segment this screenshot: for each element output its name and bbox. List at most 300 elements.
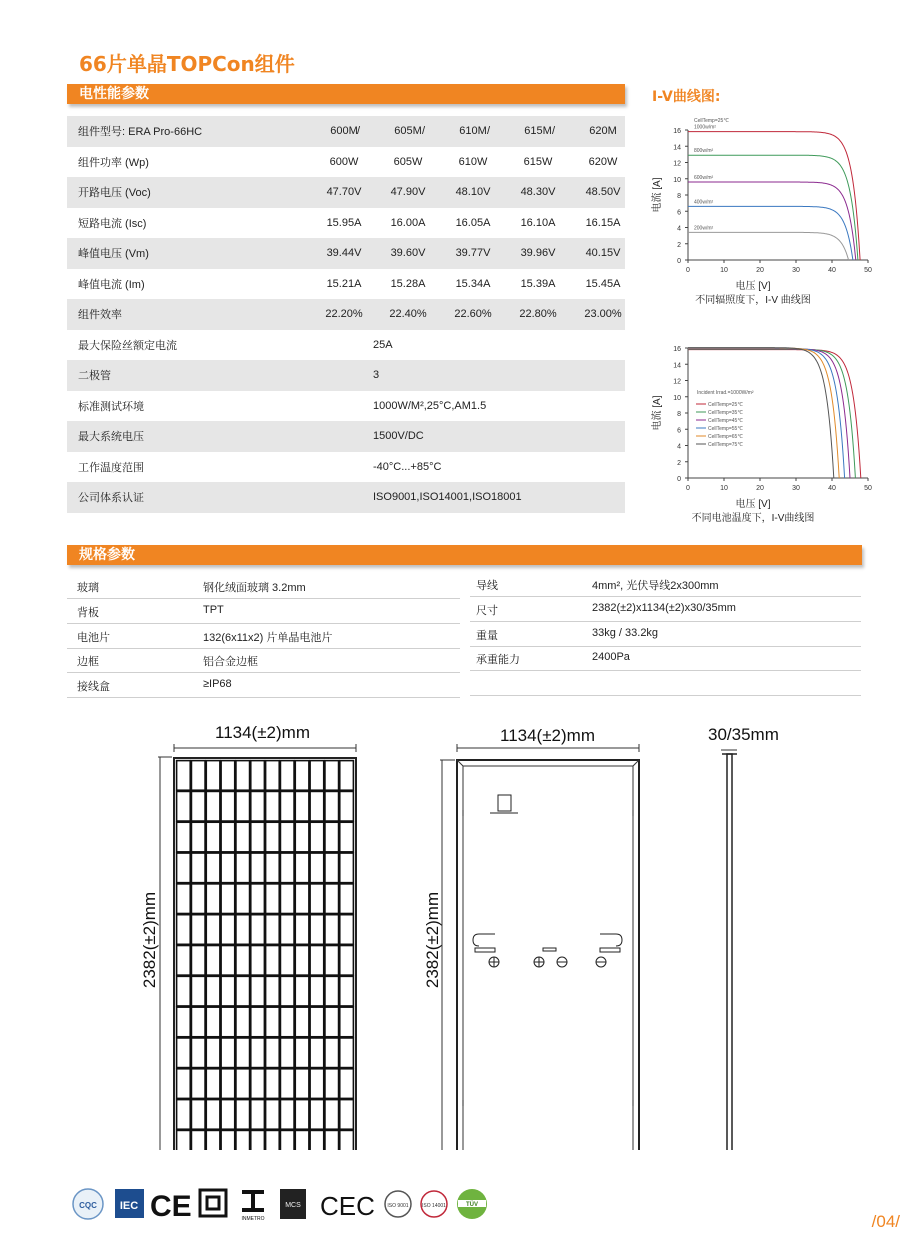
solar-cell xyxy=(206,853,220,883)
spec-value: TPT xyxy=(203,603,224,616)
row-value: 25A xyxy=(373,338,393,351)
y-tick-label: 12 xyxy=(673,160,681,168)
x-axis-label: 电压 [V] xyxy=(735,499,771,510)
solar-cell xyxy=(340,915,354,945)
row-value: 22.20% xyxy=(325,308,363,321)
solar-cell xyxy=(340,1038,354,1068)
solar-cell xyxy=(295,1130,309,1150)
solar-cell xyxy=(251,853,265,883)
row-value: 16.10A xyxy=(520,216,556,229)
row-value: 1500V/DC xyxy=(373,430,424,443)
y-tick-label: 10 xyxy=(673,394,681,402)
tuv-logo xyxy=(457,1189,487,1219)
row-value: 605W xyxy=(393,155,423,168)
solar-cell xyxy=(310,1038,324,1068)
solar-cell xyxy=(295,1100,309,1130)
section-header-electrical: 电性能参数 xyxy=(67,84,625,104)
row-separator: / xyxy=(357,125,361,138)
thickness-label: 30/35mm xyxy=(708,725,779,744)
solar-cell xyxy=(295,1069,309,1099)
row-value: 48.50V xyxy=(585,186,621,199)
legend-label: CellTemp=55℃ xyxy=(708,426,743,432)
y-tick-label: 0 xyxy=(677,476,681,483)
solar-cell xyxy=(221,1130,235,1150)
solar-cell xyxy=(266,976,280,1006)
solar-cell xyxy=(295,853,309,883)
row-value: 3 xyxy=(373,369,380,382)
spec-row xyxy=(67,648,460,673)
spec-key: 尺寸 xyxy=(476,604,498,617)
solar-cell xyxy=(177,1100,191,1130)
solar-cell xyxy=(206,976,220,1006)
solar-cell xyxy=(251,1007,265,1037)
curve-label: 400w/m² xyxy=(694,199,714,206)
solar-cell xyxy=(177,884,191,914)
y-tick-label: 6 xyxy=(677,209,681,217)
solar-cell xyxy=(340,822,354,852)
row-label: 工作温度范围 xyxy=(78,461,144,474)
row-value: 1000W/M²,25°C,AM1.5 xyxy=(373,399,487,412)
solar-cell xyxy=(221,1038,235,1068)
y-tick-label: 2 xyxy=(677,459,681,467)
row-label: 组件效率 xyxy=(78,309,122,322)
solar-cell xyxy=(251,822,265,852)
spec-value: 钢化绒面玻璃 3.2mm xyxy=(203,582,306,594)
solar-cell xyxy=(280,1007,294,1037)
row-label: 峰值电压 (Vm) xyxy=(78,248,149,261)
solar-cell xyxy=(221,1007,235,1037)
solar-cell xyxy=(280,915,294,945)
curve-label: 800w/m² xyxy=(694,148,714,155)
chart-caption: 不同电池温度下，I-V曲线图 xyxy=(691,513,815,524)
solar-cell xyxy=(295,976,309,1006)
solar-cell xyxy=(310,761,324,791)
x-tick-label: 20 xyxy=(756,485,764,492)
y-tick-label: 16 xyxy=(673,128,681,135)
row-label: 峰值电流 (Im) xyxy=(78,278,145,291)
solar-cell xyxy=(251,1130,265,1150)
solar-cell xyxy=(325,1038,339,1068)
solar-cell xyxy=(280,1038,294,1068)
legend-label: CellTemp=25℃ xyxy=(708,402,743,408)
row-label: 组件功率 (Wp) xyxy=(78,156,149,169)
cec-logo xyxy=(320,1191,375,1221)
spec-row xyxy=(470,671,861,696)
spec-value: 132(6x11x2) 片单晶电池片 xyxy=(203,631,333,644)
row-value: 15.21A xyxy=(326,277,362,290)
row-value: 39.96V xyxy=(520,247,556,260)
solar-cell xyxy=(221,976,235,1006)
row-value: 39.44V xyxy=(326,247,362,260)
row-value: 22.40% xyxy=(389,308,427,321)
solar-cell xyxy=(191,946,205,976)
solar-cell xyxy=(295,822,309,852)
y-axis-label: 电流 [A] xyxy=(652,177,663,213)
solar-cell xyxy=(325,946,339,976)
solar-cell xyxy=(325,915,339,945)
solar-cell xyxy=(177,791,191,821)
row-value: 23.00% xyxy=(584,308,622,321)
y-tick-label: 6 xyxy=(677,427,681,435)
row-label: 标准测试环境 xyxy=(78,400,144,413)
solar-cell xyxy=(191,884,205,914)
solar-cell xyxy=(266,761,280,791)
row-value: 40.15V xyxy=(585,247,621,260)
spec-value: 2400Pa xyxy=(592,651,630,664)
solar-cell xyxy=(251,1038,265,1068)
y-tick-label: 14 xyxy=(673,144,681,152)
solar-cell xyxy=(206,822,220,852)
front-view xyxy=(158,744,356,1150)
ce-text: CE xyxy=(150,1190,192,1221)
section-header-specs: 规格参数 xyxy=(67,545,862,565)
solar-cell xyxy=(177,1038,191,1068)
solar-cell xyxy=(295,1007,309,1037)
solar-cell xyxy=(236,884,250,914)
solar-cell xyxy=(266,915,280,945)
y-tick-label: 14 xyxy=(673,362,681,370)
solar-cell xyxy=(280,976,294,1006)
row-value: -40°C...+85°C xyxy=(373,460,442,473)
x-axis-label: 电压 [V] xyxy=(735,281,771,292)
solar-cell xyxy=(266,791,280,821)
row-value: 15.95A xyxy=(326,216,362,229)
row-value: 22.60% xyxy=(454,308,492,321)
solar-cell xyxy=(266,1069,280,1099)
solar-cell xyxy=(310,915,324,945)
spec-key: 电池片 xyxy=(77,631,110,644)
y-tick-label: 4 xyxy=(677,443,681,451)
solar-cell xyxy=(221,946,235,976)
solar-cell xyxy=(280,822,294,852)
row-label: 短路电流 (Isc) xyxy=(78,217,147,230)
solar-cell xyxy=(325,822,339,852)
row-value: 605M xyxy=(394,125,422,138)
solar-cell xyxy=(191,1007,205,1037)
solar-cell xyxy=(236,791,250,821)
junction-boxes xyxy=(473,934,622,967)
solar-cell xyxy=(177,853,191,883)
solar-cell xyxy=(236,761,250,791)
solar-cell xyxy=(177,915,191,945)
row-value: 39.60V xyxy=(390,247,426,260)
solar-cell xyxy=(251,946,265,976)
x-tick-label: 30 xyxy=(792,267,800,274)
spec-row xyxy=(67,574,460,599)
solar-cell xyxy=(177,946,191,976)
class-ii-logo xyxy=(200,1190,226,1216)
spec-row xyxy=(470,622,861,647)
solar-cell xyxy=(191,761,205,791)
solar-cell xyxy=(236,1100,250,1130)
spec-key: 边框 xyxy=(77,656,99,669)
solar-cell xyxy=(221,884,235,914)
solar-cell xyxy=(206,1069,220,1099)
solar-cell xyxy=(280,791,294,821)
solar-cell xyxy=(221,791,235,821)
solar-cell xyxy=(221,1069,235,1099)
solar-cell xyxy=(340,761,354,791)
row-value: 15.28A xyxy=(390,277,426,290)
solar-cell xyxy=(251,1100,265,1130)
spec-value: 2382(±2)x1134(±2)x30/35mm xyxy=(592,601,736,614)
back-width-label: 1134(±2)mm xyxy=(500,726,595,745)
solar-cell xyxy=(221,822,235,852)
solar-cell xyxy=(191,822,205,852)
solar-cell xyxy=(206,761,220,791)
solar-cell xyxy=(266,853,280,883)
spec-row xyxy=(67,599,460,624)
y-tick-label: 4 xyxy=(677,225,681,233)
mcs-logo xyxy=(280,1189,306,1219)
solar-cell xyxy=(251,884,265,914)
row-value: 48.10V xyxy=(455,186,491,199)
solar-cell xyxy=(236,915,250,945)
front-height-label: 2382(±2)mm xyxy=(140,891,159,989)
solar-cell xyxy=(310,976,324,1006)
solar-cell xyxy=(280,884,294,914)
row-value: 16.00A xyxy=(390,216,426,229)
row-value: 47.70V xyxy=(326,186,362,199)
row-label: 最大系统电压 xyxy=(78,431,144,444)
solar-cell xyxy=(310,1069,324,1099)
solar-cell xyxy=(340,1100,354,1130)
solar-cell xyxy=(340,1069,354,1099)
y-tick-label: 16 xyxy=(673,346,681,353)
spec-row xyxy=(67,624,460,649)
y-axis-label: 电流 [A] xyxy=(652,395,663,431)
solar-cell xyxy=(280,853,294,883)
solar-cell xyxy=(266,1007,280,1037)
inmetro-text: INMETRO xyxy=(241,1216,265,1221)
row-value: 600M xyxy=(330,125,358,138)
spec-key: 玻璃 xyxy=(77,582,99,594)
x-tick-label: 50 xyxy=(864,485,872,492)
solar-cell xyxy=(177,976,191,1006)
y-tick-label: 2 xyxy=(677,241,681,249)
row-value: 15.45A xyxy=(585,277,621,290)
spec-key: 承重能力 xyxy=(476,654,520,667)
row-label: 公司体系认证 xyxy=(78,492,144,505)
back-height-label: 2382(±2)mm xyxy=(423,891,442,989)
chart-annotation: CellTemp=25℃ xyxy=(694,118,729,124)
solar-cell xyxy=(221,761,235,791)
solar-cell xyxy=(177,1007,191,1037)
spec-value: 4mm², 光伏导线2x300mm xyxy=(592,580,719,592)
solar-cell xyxy=(280,946,294,976)
solar-cell xyxy=(340,1007,354,1037)
solar-cell xyxy=(221,915,235,945)
row-value: 615W xyxy=(523,155,553,168)
x-tick-label: 0 xyxy=(686,267,690,274)
spec-value: ≥IP68 xyxy=(203,678,232,691)
solar-cell xyxy=(251,915,265,945)
back-view xyxy=(440,744,639,1150)
solar-cell xyxy=(266,884,280,914)
side-view xyxy=(721,750,737,1150)
spec-row xyxy=(470,597,861,622)
tuv-text: TÜV xyxy=(466,1202,478,1208)
spec-value: 铝合金边框 xyxy=(203,656,258,669)
page-number: /04/ xyxy=(871,1212,900,1231)
inmetro-logo xyxy=(241,1190,264,1221)
solar-cell xyxy=(251,761,265,791)
row-value: 610W xyxy=(458,155,488,168)
legend-label: CellTemp=75℃ xyxy=(708,442,743,448)
row-separator: / xyxy=(487,125,491,138)
spec-key: 接线盒 xyxy=(77,681,110,694)
iec-text: IEC xyxy=(119,1200,139,1212)
module-drawings xyxy=(130,720,810,1150)
solar-cell xyxy=(191,853,205,883)
solar-cell xyxy=(280,1130,294,1150)
row-value: 47.90V xyxy=(390,186,426,199)
row-value: 610M xyxy=(459,125,487,138)
solar-cell xyxy=(236,1007,250,1037)
solar-cell xyxy=(206,1038,220,1068)
x-tick-label: 10 xyxy=(720,485,728,492)
y-tick-label: 10 xyxy=(673,176,681,184)
row-value: 15.34A xyxy=(455,277,491,290)
solar-cell xyxy=(177,822,191,852)
y-tick-label: 12 xyxy=(673,378,681,386)
solar-cell xyxy=(266,1038,280,1068)
solar-cell xyxy=(221,1100,235,1130)
row-value: 16.05A xyxy=(455,216,491,229)
x-tick-label: 40 xyxy=(828,267,836,274)
ce-logo xyxy=(150,1190,192,1221)
row-value: 16.15A xyxy=(585,216,621,229)
solar-cell xyxy=(310,946,324,976)
solar-cell xyxy=(325,761,339,791)
y-tick-label: 8 xyxy=(677,411,681,418)
solar-cell xyxy=(295,915,309,945)
solar-cell xyxy=(191,1069,205,1099)
solar-cell xyxy=(251,791,265,821)
solar-cell xyxy=(266,822,280,852)
row-value: 600W xyxy=(329,155,359,168)
row-label: 组件型号: ERA Pro-66HC xyxy=(78,126,203,139)
row-separator: / xyxy=(552,125,556,138)
solar-cell xyxy=(325,976,339,1006)
solar-cell xyxy=(206,791,220,821)
row-value: 620W xyxy=(588,155,618,168)
solar-cell xyxy=(236,1130,250,1150)
spec-key: 背板 xyxy=(77,606,99,619)
row-value: 620M xyxy=(589,125,617,138)
solar-cell xyxy=(340,853,354,883)
solar-cell xyxy=(191,915,205,945)
curve-label: 200w/m² xyxy=(694,225,714,232)
solar-cell xyxy=(206,915,220,945)
y-tick-label: 0 xyxy=(677,258,681,265)
row-label: 二极管 xyxy=(78,370,111,383)
solar-cell xyxy=(206,884,220,914)
solar-cell xyxy=(280,761,294,791)
y-tick-label: 8 xyxy=(677,193,681,200)
solar-cell xyxy=(177,1130,191,1150)
curve-label: 1000w/m² xyxy=(694,124,716,131)
solar-cell xyxy=(325,1130,339,1150)
solar-cell xyxy=(266,946,280,976)
certification-logos xyxy=(72,1187,492,1221)
x-tick-label: 30 xyxy=(792,485,800,492)
legend-label: CellTemp=35℃ xyxy=(708,410,743,416)
solar-cell xyxy=(295,884,309,914)
solar-cell xyxy=(191,1100,205,1130)
solar-cell xyxy=(340,1130,354,1150)
solar-cell xyxy=(206,1130,220,1150)
spec-value: 33kg / 33.2kg xyxy=(592,626,659,639)
legend-label: CellTemp=45℃ xyxy=(708,418,743,424)
row-value: 22.80% xyxy=(519,308,557,321)
solar-cell xyxy=(191,791,205,821)
solar-cell xyxy=(236,1038,250,1068)
x-tick-label: 0 xyxy=(686,485,690,492)
mcs-text: MCS xyxy=(285,1202,301,1209)
solar-cell xyxy=(236,946,250,976)
iso9001-logo xyxy=(385,1191,411,1217)
solar-cell xyxy=(325,791,339,821)
solar-cell xyxy=(325,1007,339,1037)
spec-key: 导线 xyxy=(476,580,498,592)
solar-cell xyxy=(325,1069,339,1099)
solar-cell xyxy=(310,1007,324,1037)
chart-annotation: Incident Irrad.=1000W/m² xyxy=(697,390,754,396)
cqc-text: CQC xyxy=(79,1201,97,1210)
solar-cell xyxy=(236,822,250,852)
solar-cell xyxy=(325,884,339,914)
solar-cell xyxy=(340,976,354,1006)
solar-cell xyxy=(221,853,235,883)
solar-cell xyxy=(340,946,354,976)
solar-cell xyxy=(206,946,220,976)
solar-cell xyxy=(236,853,250,883)
solar-cell xyxy=(191,976,205,1006)
solar-cell xyxy=(191,1130,205,1150)
spec-row xyxy=(470,646,861,671)
row-label: 开路电压 (Voc) xyxy=(78,187,151,200)
x-tick-label: 10 xyxy=(720,267,728,274)
front-width-label: 1134(±2)mm xyxy=(215,723,310,742)
solar-cell xyxy=(310,1100,324,1130)
curve-label: 600w/m² xyxy=(694,175,714,181)
solar-cell xyxy=(310,791,324,821)
solar-cell xyxy=(266,1100,280,1130)
x-tick-label: 40 xyxy=(828,485,836,492)
solar-cell xyxy=(191,1038,205,1068)
row-value: 48.30V xyxy=(520,186,556,199)
solar-cell xyxy=(340,791,354,821)
row-separator: / xyxy=(422,125,426,138)
solar-cell xyxy=(177,761,191,791)
solar-cell xyxy=(251,1069,265,1099)
iso9001-text: ISO 9001 xyxy=(387,1203,409,1209)
solar-cell xyxy=(310,853,324,883)
solar-cell xyxy=(177,1069,191,1099)
cqc-logo xyxy=(73,1189,103,1219)
solar-cell xyxy=(340,884,354,914)
solar-cell xyxy=(325,853,339,883)
iso14001-text: ISO 14001 xyxy=(422,1203,446,1209)
solar-cell xyxy=(280,1100,294,1130)
row-value: ISO9001,ISO14001,ISO18001 xyxy=(373,491,522,504)
solar-cell xyxy=(295,1038,309,1068)
row-value: 39.77V xyxy=(455,247,491,260)
chart-caption: 不同辐照度下，I-V 曲线图 xyxy=(695,295,811,306)
solar-cell xyxy=(310,822,324,852)
x-tick-label: 20 xyxy=(756,267,764,274)
